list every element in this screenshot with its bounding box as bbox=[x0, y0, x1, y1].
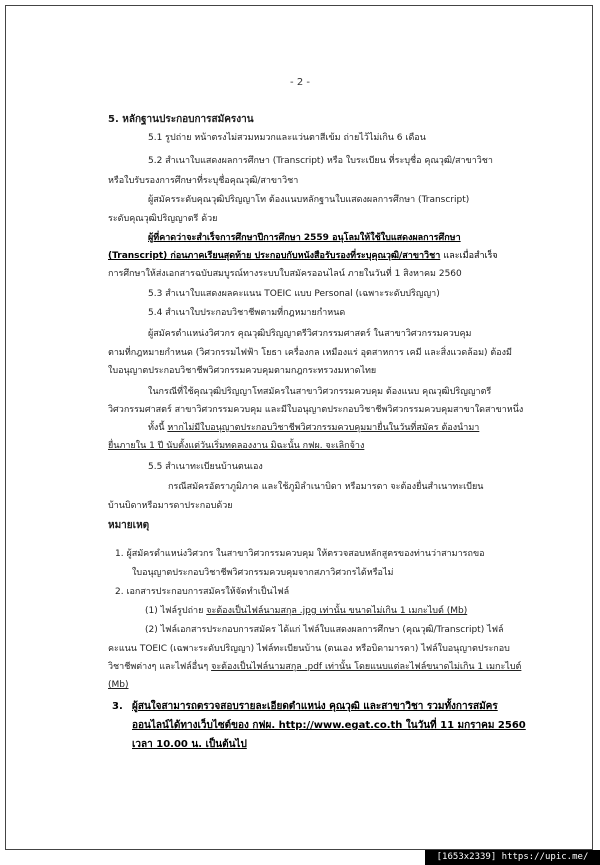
engineer-note: ผู้สมัครตำแหน่งวิศวกร คุณวุฒิปริญญาตรีวิศวกรรมศาสตร์ ในสาขาวิศวกรรมควบคุม bbox=[148, 329, 472, 339]
item-5-2: 5.2 สำเนาใบแสดงผลการศึกษา (Transcript) หรือ ใบระเบียน ที่ระบุชื่อ คุณวุฒิ/สาขาวิชา bbox=[148, 156, 493, 166]
graduate-note-cont2: การศึกษาให้ส่งเอกสารฉบับสมบูรณ์ทางระบบใบสมัครออนไลน์ ภายในวันที่ 1 สิงหาคม 2560 bbox=[108, 269, 462, 279]
masters-engineer-note: ในกรณีที่ใช้คุณวุฒิปริญญาโทสมัครในสาขาวิศวกรรมควบคุม ต้องแนบ คุณวุฒิปริญญาตรี bbox=[148, 387, 492, 397]
note-2-docs-cont2 bbox=[108, 661, 521, 674]
note-2-photo bbox=[145, 605, 467, 618]
engineer-note-cont2: ใบอนุญาตประกอบวิชาชีพวิศวกรรมควบคุมตามกฎกระทรวงมหาดไทย bbox=[108, 366, 377, 376]
note-2-docs-rule: จะต้องเป็นไฟล์นามสกุล .pdf เท่านั้น โดยแนบแต่ละไฟล์ขนาดไม่เกิน 1 เมกะไบต์ bbox=[211, 662, 522, 672]
masters-note-cont: ระดับคุณวุฒิปริญญาตรี ด้วย bbox=[108, 214, 218, 224]
notes-title: หมายเหตุ bbox=[108, 520, 150, 531]
page-number: - 2 - bbox=[290, 77, 310, 88]
item-5-4: 5.4 สำเนาใบประกอบวิชาชีพตามที่กฎหมายกำหนด bbox=[148, 308, 346, 318]
masters-note: ผู้สมัครระดับคุณวุฒิปริญญาโท ต้องแนบหลักฐานใบแสดงผลการศึกษา (Transcript) bbox=[148, 195, 470, 205]
note-1-cont: ใบอนุญาตประกอบวิชาชีพวิศวกรรมควบคุมจากสภาวิศวกรได้หรือไม่ bbox=[132, 568, 394, 578]
section-5-title: 5. หลักฐานประกอบการสมัครงาน bbox=[108, 114, 254, 125]
license-warning-prefix: ทั้งนี้ bbox=[148, 423, 165, 433]
masters-engineer-note-cont: วิศวกรรมศาสตร์ สาขาวิศวกรรมควบคุม และมีใบอนุญาตประกอบวิชาชีพวิศวกรรมควบคุมสาขาใดสาขาหนึ่ง bbox=[108, 405, 524, 415]
license-warning-text: หากไม่มีใบอนุญาตประกอบวิชาชีพวิศวกรรมควบคุมมายื่นในวันที่สมัคร ต้องนำมา bbox=[167, 423, 480, 433]
item-5-2-cont: หรือใบรับรองการศึกษาที่ระบุชื่อคุณวุฒิ/สาขาวิชา bbox=[108, 176, 299, 186]
regional-note-cont: บ้านบิดาหรือมารดาประกอบด้วย bbox=[108, 501, 233, 511]
note-3: ผู้สนใจสามารถตรวจสอบรายละเอียดตำแหน่ง คุณวุฒิ และสาขาวิชา รวมทั้งการสมัคร bbox=[132, 701, 498, 712]
item-5-1: 5.1 รูปถ่าย หน้าตรงไม่สวมหมวกและแว่นตาสีเข้ม ถ่ายไว้ไม่เกิน 6 เดือน bbox=[148, 133, 426, 143]
note-3-cont: ออนไลน์ได้ทางเว็บไซต์ของ กฟผ. http://www.egat.co.th ในวันที่ 11 มกราคม 2560 bbox=[132, 720, 526, 731]
note-2-photo-label: (1) ไฟล์รูปถ่าย bbox=[145, 606, 204, 616]
image-size-watermark: [1653x2339] https://upic.me/ bbox=[425, 850, 600, 865]
engineer-note-cont: ตามที่กฎหมายกำหนด (วิศวกรรมไฟฟ้า โยธา เครื่องกล เหมืองแร่ อุตสาหการ เคมี และสิ่งแวดล้อม) ต้องมี bbox=[108, 348, 512, 358]
item-5-5: 5.5 สำเนาทะเบียนบ้านตนเอง bbox=[148, 462, 263, 472]
note-2-docs-label: วิชาชีพต่างๆ และไฟล์อื่นๆ bbox=[108, 662, 209, 672]
regional-note: กรณีสมัครอัตราภูมิภาค และใช้ภูมิลำเนาบิดา หรือมารดา จะต้องยื่นสำเนาทะเบียน bbox=[168, 482, 484, 492]
item-5-3: 5.3 สำเนาใบแสดงผลคะแนน TOEIC แบบ Personal (เฉพาะระดับปริญญา) bbox=[148, 289, 440, 299]
note-3-number: 3. bbox=[112, 701, 123, 712]
graduate-note-underlined: (Transcript) ก่อนภาคเรียนสุดท้าย ประกอบกับหนังสือรับรองที่ระบุคุณวุฒิ/สาขาวิชา bbox=[108, 251, 441, 261]
license-warning-cont: ยื่นภายใน 1 ปี นับตั้งแต่วันเริ่มทดลองงาน มิฉะนั้น กฟผ. จะเลิกจ้าง bbox=[108, 441, 365, 451]
note-2: 2. เอกสารประกอบการสมัครให้จัดทำเป็นไฟล์ bbox=[115, 587, 290, 597]
graduate-note-tail: และเมื่อสำเร็จ bbox=[443, 251, 498, 261]
graduate-note: ผู้ที่คาดว่าจะสำเร็จการศึกษาปีการศึกษา 2559 อนุโลมให้ใช้ใบแสดงผลการศึกษา bbox=[148, 233, 461, 243]
license-warning bbox=[148, 422, 479, 435]
note-2-docs-cont: คะแนน TOEIC (เฉพาะระดับปริญญา) ไฟล์ทะเบียนบ้าน (ตนเอง หรือบิดามารดา) ไฟล์ใบอนุญาตประกอบ bbox=[108, 644, 510, 654]
note-2-docs: (2) ไฟล์เอกสารประกอบการสมัคร ได้แก่ ไฟล์ใบแสดงผลการศึกษา (คุณวุฒิ/Transcript) ไฟล์ bbox=[145, 625, 504, 635]
note-2-docs-unit: (Mb) bbox=[108, 680, 129, 690]
graduate-note-cont bbox=[108, 250, 498, 263]
note-2-photo-rule: จะต้องเป็นไฟล์นามสกุล .jpg เท่านั้น ขนาดไม่เกิน 1 เมกะไบต์ (Mb) bbox=[206, 606, 468, 616]
note-1: 1. ผู้สมัครตำแหน่งวิศวกร ในสาขาวิศวกรรมควบคุม ให้ตรวจสอบหลักสูตรของท่านว่าสามารถขอ bbox=[115, 549, 485, 559]
note-3-cont2: เวลา 10.00 น. เป็นต้นไป bbox=[132, 739, 247, 750]
